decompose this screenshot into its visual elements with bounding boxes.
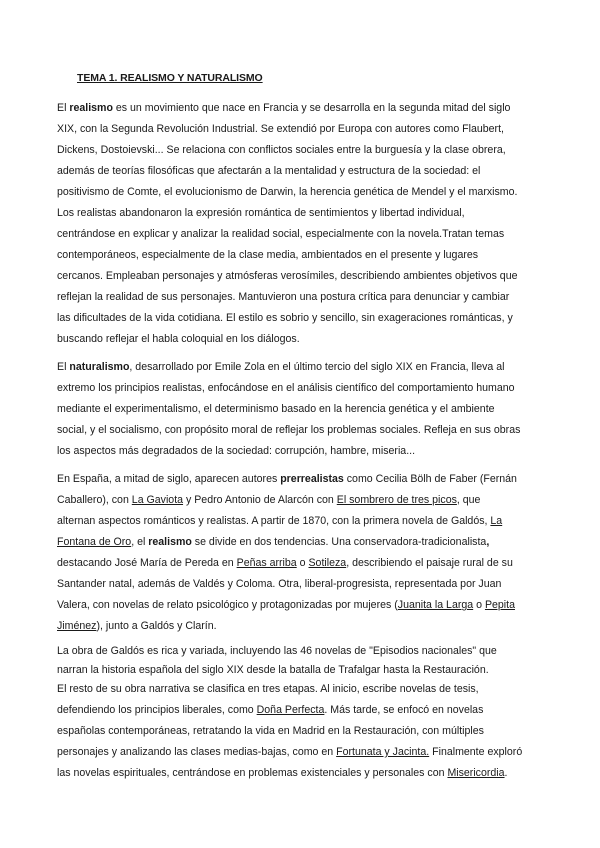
paragraph-line: centrándose en explicar y analizar la realidad social, especialmente con la novela.Tratan temas	[57, 228, 505, 240]
book-title: Jiménez	[57, 620, 97, 632]
book-title: La Gaviota	[131, 494, 184, 506]
bold-term: realismo	[69, 102, 113, 114]
paragraph-line: mediante el experimentalismo, el determinismo basado en la herencia genética y el ambiente	[57, 403, 495, 415]
book-title: Misericordia	[447, 767, 505, 779]
paragraph-line: El resto de su obra narrativa se clasifica en tres etapas. Al inicio, escribe novelas de tesis,	[57, 683, 479, 695]
paragraph-line: Jiménez), junto a Galdós y Clarín.	[57, 620, 217, 632]
bold-term: prerrealistas	[280, 473, 344, 485]
bold-term: realismo	[148, 536, 192, 548]
book-title: La	[490, 515, 503, 527]
book-title: Juanita la Larga	[397, 599, 474, 611]
paragraph-line: destacando José María de Pereda en Peñas arriba o Sotileza, describiendo el paisaje rural de su	[57, 557, 513, 569]
paragraph-line: positivismo de Comte, el evolucionismo de Darwin, la herencia genética de Mendel y el marxismo.	[57, 186, 518, 198]
book-title: Peñas arriba	[236, 557, 297, 569]
paragraph-line: narran la historia española del siglo XIX desde la batalla de Trafalgar hasta la Restauración.	[57, 664, 489, 676]
paragraph-line: las novelas espirituales, centrándose en problemas existenciales y personales con Misericordia.	[57, 767, 508, 779]
paragraph-line: españolas contemporáneas, retratando la vida en Madrid en la Restauración, con múltiples	[57, 725, 484, 737]
paragraph-line: La obra de Galdós es rica y variada, incluyendo las 46 novelas de "Episodios nacionales" que	[57, 645, 497, 657]
paragraph-line: Dickens, Dostoievski... Se relaciona con conflictos sociales entre la burguesía y la clase obrera,	[57, 144, 506, 156]
paragraph-line: Caballero), con La Gaviota y Pedro Antonio de Alarcón con El sombrero de tres picos, que	[57, 494, 481, 506]
paragraph-line: social, y el socialismo, con propósito moral de reflejar los problemas sociales. Refleja en sus obras	[57, 424, 521, 436]
paragraph-line: buscando reflejar el habla coloquial en los diálogos.	[57, 333, 300, 345]
paragraph-line: contemporáneos, especialmente de la clase media, ambientados en el presente y lugares	[57, 249, 479, 261]
book-title: Fontana de Oro	[57, 536, 132, 548]
book-title: Doña Perfecta	[256, 704, 325, 716]
book-title: Sotileza	[308, 557, 347, 569]
paragraph-line: los aspectos más degradados de la sociedad: corrupción, hambre, miseria...	[57, 445, 416, 457]
paragraph-line: extremo los principios realistas, enfocándose en el análisis científico del comportamiento humano	[57, 382, 515, 394]
book-title: El sombrero de tres picos	[336, 494, 457, 506]
paragraph-line: reflejan la realidad de sus personajes. Mantuvieron una postura crítica para denunciar y cambiar	[57, 291, 510, 303]
paragraph-line: El naturalismo, desarrollado por Emile Zola en el último tercio del siglo XIX en Francia, lleva al	[57, 361, 505, 373]
paragraph-line: XIX, con la Segunda Revolución Industrial. Se extendió por Europa con autores como Flaubert,	[57, 123, 504, 135]
book-title: Pepita	[484, 599, 515, 611]
paragraph-line: Los realistas abandonaron la expresión romántica de sentimientos y libertad individual,	[57, 207, 465, 219]
paragraph-line: En España, a mitad de siglo, aparecen autores prerrealistas como Cecilia Bölh de Faber (Fernán	[57, 473, 517, 485]
bold-term: naturalismo	[69, 361, 130, 373]
paragraph-line: personajes y analizando las clases medias-bajas, como en Fortunata y Jacinta. Finalmente exploró	[57, 746, 523, 758]
paragraph-line: cercanos. Empleaban personajes y atmósferas verosímiles, describiendo ambientes objetivos que	[57, 270, 518, 282]
paragraph-line: alternan aspectos románticos y realistas. A partir de 1870, con la primera novela de Galdós, La	[57, 515, 503, 527]
paragraph-line: las dificultades de la vida cotidiana. El estilo es sobrio y sencillo, sin exageraciones románticas, y	[57, 312, 513, 324]
paragraph-line: Valera, con novelas de relato psicológico y protagonizadas por mujeres (Juanita la Larga o Pepita	[57, 599, 515, 611]
paragraph-line: El realismo es un movimiento que nace en Francia y se desarrolla en la segunda mitad del siglo	[57, 102, 511, 114]
paragraph-line: Fontana de Oro, el realismo se divide en dos tendencias. Una conservadora-tradicionalista,	[57, 536, 490, 548]
paragraph-line: Santander natal, además de Valdés y Coloma. Otra, liberal-progresista, representada por Juan	[57, 578, 502, 590]
paragraph-line: defendiendo los principios liberales, como Doña Perfecta. Más tarde, se enfocó en novelas	[57, 704, 484, 716]
book-title: Fortunata y Jacinta.	[336, 746, 430, 758]
page-title: TEMA 1. REALISMO Y NATURALISMO	[77, 72, 263, 84]
paragraph-line: además de teorías filosóficas que afectarán a la mentalidad y estructura de la sociedad: el	[57, 165, 481, 177]
